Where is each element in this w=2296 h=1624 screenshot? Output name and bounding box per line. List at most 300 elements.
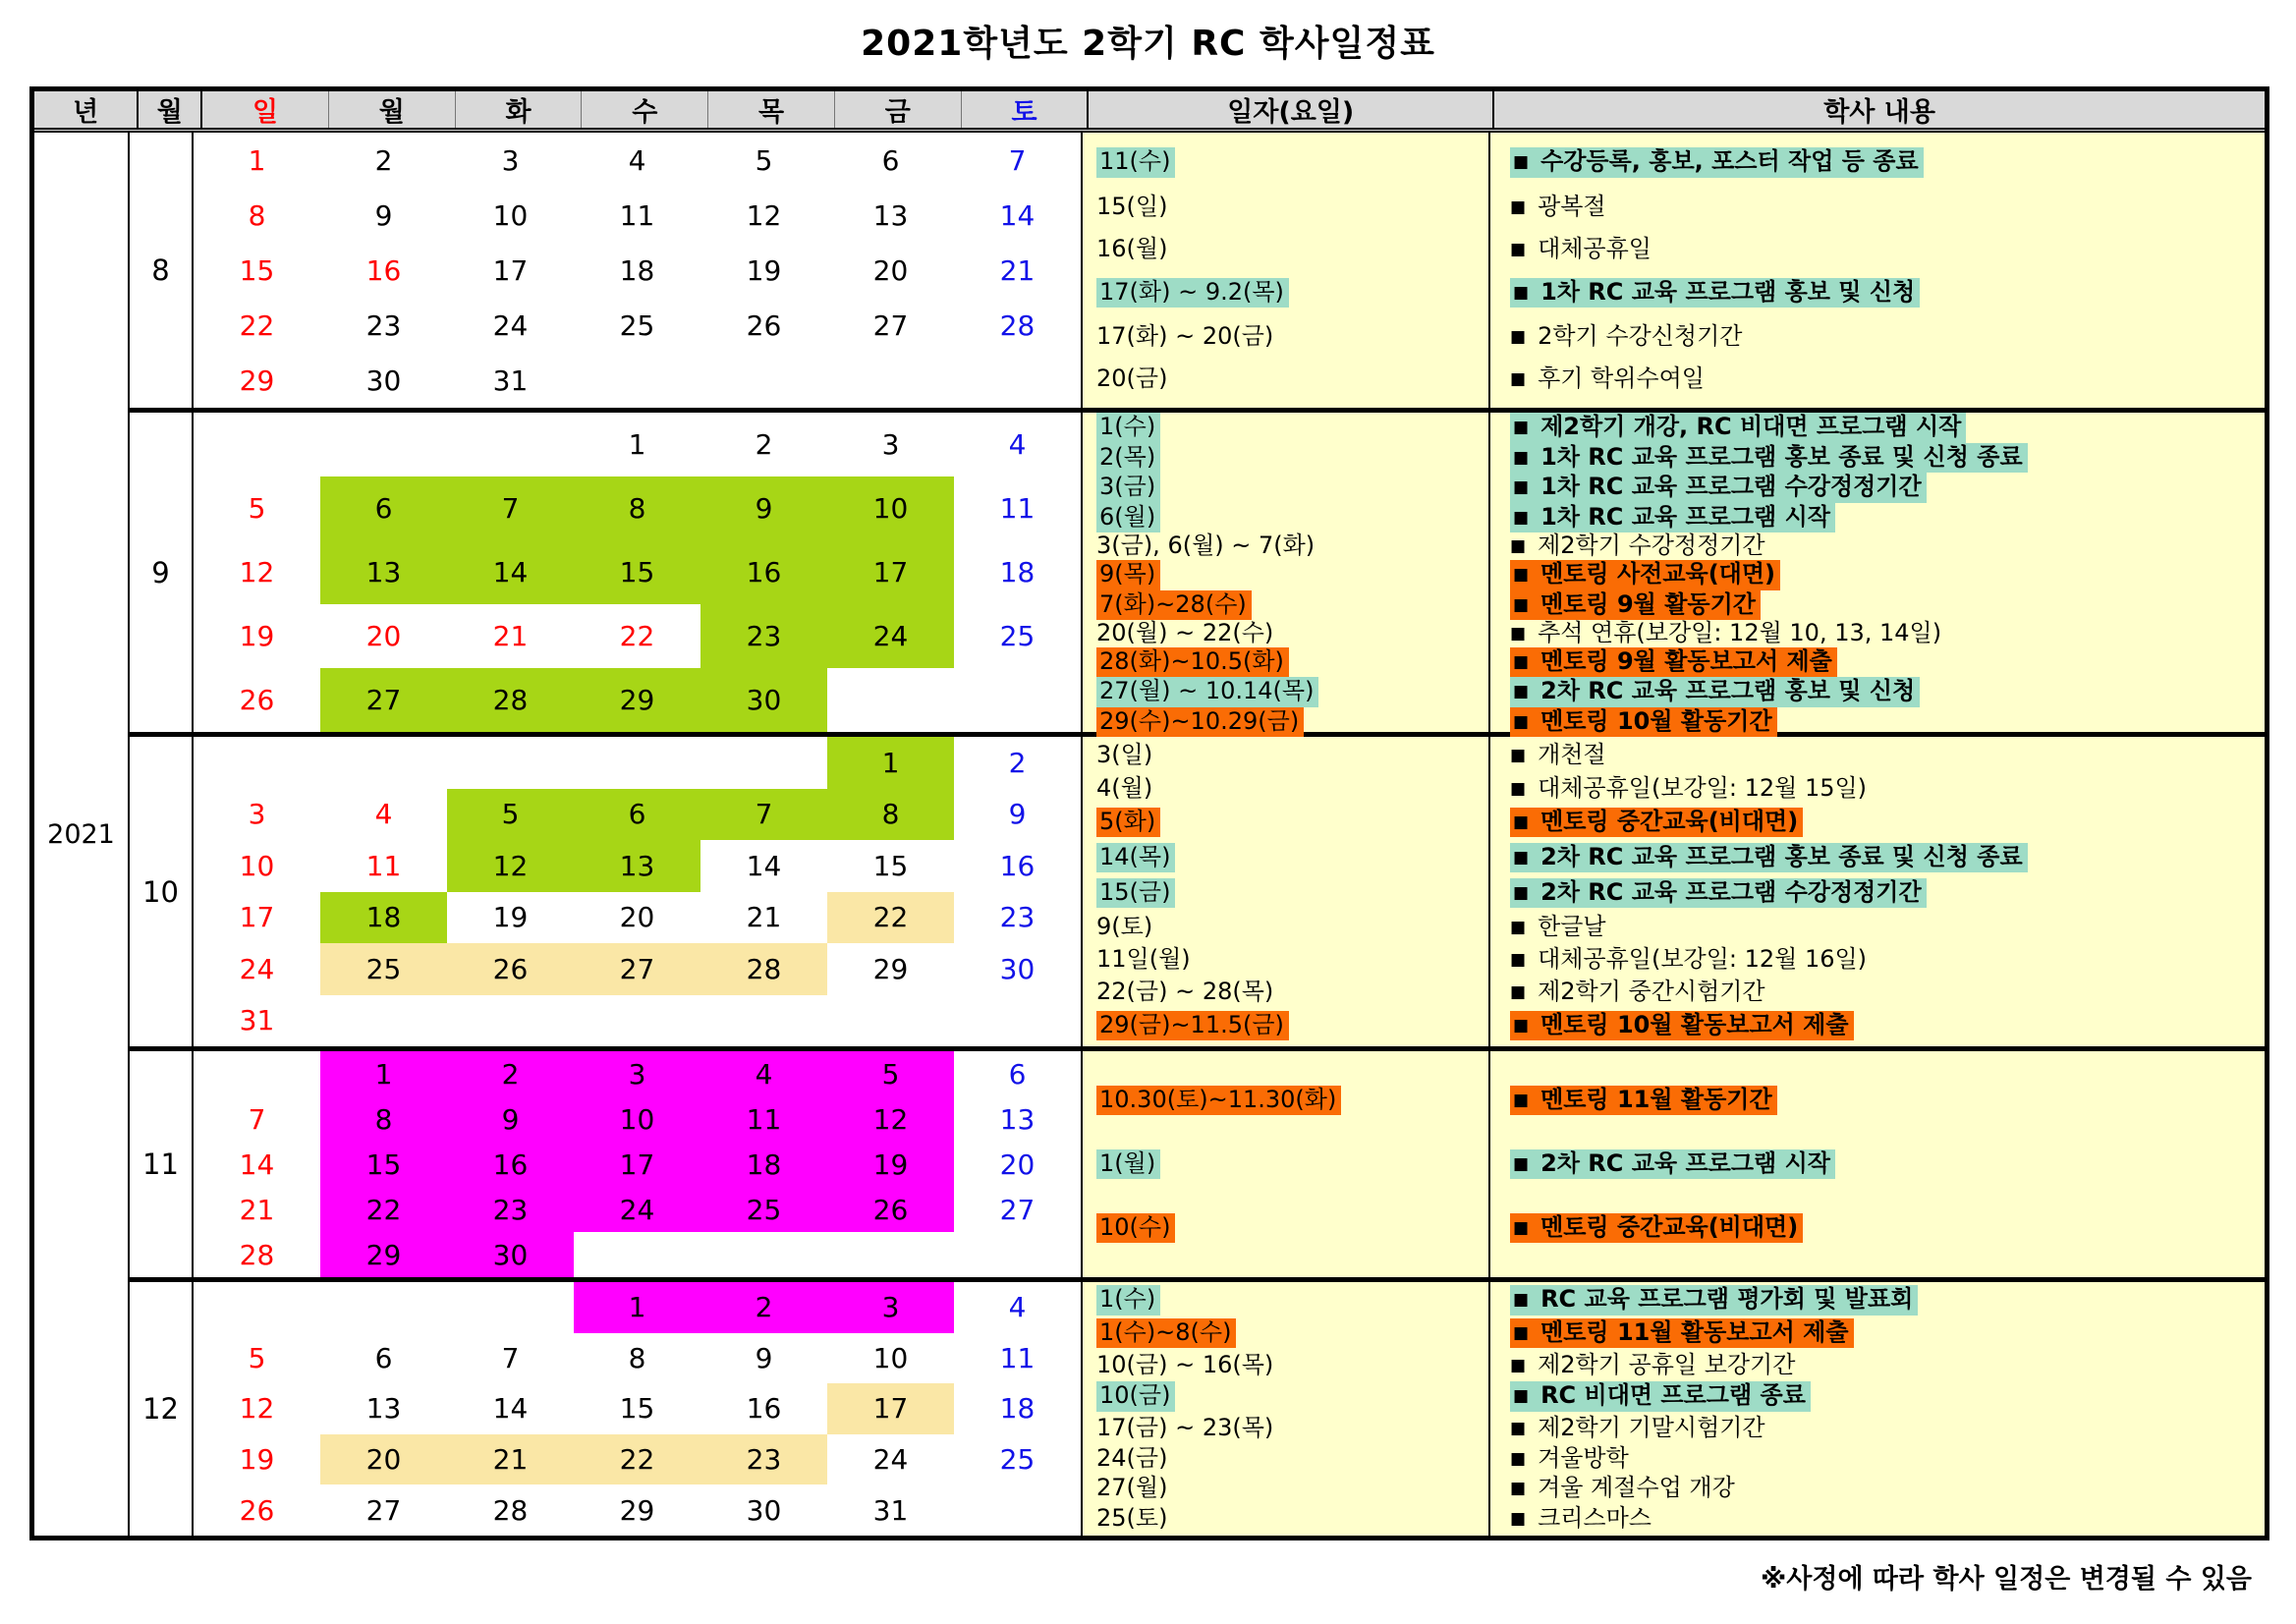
event-content-wrap <box>1510 322 1742 350</box>
event-content-text: 제2학기 개강, RC 비대면 프로그램 시작 <box>1540 413 1962 440</box>
bullet-icon: ■ <box>1510 746 1527 766</box>
bullet-icon: ■ <box>1513 282 1530 303</box>
calendar-day-cell: 9 <box>374 198 393 232</box>
calendar-day-cell: 6 <box>1008 1057 1027 1091</box>
calendar-day-cell: 13 <box>320 540 447 604</box>
month-label: 12 <box>128 1282 192 1536</box>
event-content-text: 1차 RC 교육 프로그램 홍보 종료 및 신청 종료 <box>1540 442 2023 471</box>
calendar-day-cell: 8 <box>320 1096 447 1142</box>
header-month: 월 <box>137 91 200 128</box>
event-content-cell <box>1490 236 2265 263</box>
calendar-day-cell: 2 <box>700 1282 827 1333</box>
event-date-cell <box>1083 979 1488 1006</box>
bullet-icon: ■ <box>1513 594 1530 615</box>
event-contents-column <box>1488 737 2265 1046</box>
month-label: 9 <box>128 413 192 732</box>
calendar-day-cell: 17 <box>827 540 954 604</box>
calendar-day-cell: 20 <box>320 1434 447 1485</box>
calendar-day-cell: 6 <box>320 476 447 540</box>
calendar-day-cell: 1 <box>320 1051 447 1096</box>
event-content-wrap <box>1510 147 1924 178</box>
event-content-wrap <box>1510 741 1606 768</box>
calendar-day-cell: 9 <box>755 1341 773 1374</box>
event-date-cell <box>1083 946 1488 974</box>
event-content-cell <box>1490 914 2265 941</box>
bullet-icon: ■ <box>1513 682 1530 702</box>
event-content-wrap <box>1510 619 1941 646</box>
calendar-day-cell: 19 <box>239 1443 275 1477</box>
event-contents-column <box>1488 413 2265 735</box>
calendar-day-cell: 10 <box>872 1341 909 1374</box>
event-date-text: 2(목) <box>1096 443 1160 474</box>
calendar-day-cell: 12 <box>827 1096 954 1142</box>
event-date-cell <box>1083 775 1488 803</box>
event-content-wrap <box>1510 193 1606 220</box>
month-calendar-grid <box>192 1051 1081 1277</box>
calendar-day-cell: 4 <box>374 798 393 831</box>
event-date-cell <box>1083 1213 1488 1244</box>
calendar-day-cell: 23 <box>700 1434 827 1485</box>
event-content-cell <box>1490 323 2265 351</box>
calendar-day-cell <box>194 1051 320 1096</box>
calendar-day-cell <box>700 1232 827 1277</box>
event-content-cell <box>1490 1352 2265 1379</box>
bullet-icon: ■ <box>1510 196 1527 217</box>
calendar-day-cell: 3 <box>827 1282 954 1333</box>
calendar-day-cell: 18 <box>999 1392 1036 1426</box>
event-date-text: 20(월) ~ 22(수) <box>1096 619 1274 647</box>
calendar-day-cell <box>320 995 447 1047</box>
event-content-cell <box>1490 1285 2265 1316</box>
event-date-text: 16(월) <box>1096 234 1168 262</box>
event-content-wrap <box>1510 235 1652 262</box>
calendar-day-cell: 5 <box>447 789 574 841</box>
event-date-cell <box>1083 147 1488 178</box>
event-dates-column <box>1081 737 1488 1046</box>
event-content-wrap <box>1510 1351 1795 1378</box>
calendar-day-cell: 10 <box>492 198 529 232</box>
event-content-text: 멘토링 중간교육(비대면) <box>1540 807 1799 835</box>
event-date-cell <box>1083 413 1488 443</box>
header-content: 학사 내용 <box>1492 91 2265 128</box>
calendar-day-cell: 18 <box>700 1142 827 1187</box>
calendar-day-cell: 14 <box>746 849 782 882</box>
calendar-day-cell: 7 <box>447 476 574 540</box>
calendar-day-cell: 17 <box>492 253 529 287</box>
calendar-day-cell: 26 <box>746 308 782 342</box>
calendar-day-cell: 25 <box>619 308 655 342</box>
event-content-wrap <box>1510 843 2028 873</box>
event-content-cell <box>1490 878 2265 909</box>
event-content-wrap <box>1510 707 1777 738</box>
calendar-day-cell <box>954 1484 1081 1536</box>
event-date-text: 27(월) <box>1096 1474 1168 1502</box>
calendar-day-cell <box>447 995 574 1047</box>
event-content-cell <box>1490 1318 2265 1349</box>
event-date-text: 20(금) <box>1096 364 1168 392</box>
event-date-cell <box>1083 1318 1488 1349</box>
calendar-day-cell: 15 <box>872 849 909 882</box>
calendar-day-cell: 27 <box>872 308 909 342</box>
calendar-day-cell: 3 <box>501 143 520 177</box>
calendar-day-cell <box>320 1282 447 1333</box>
event-date-text: 3(금) <box>1096 473 1160 503</box>
event-date-cell <box>1083 620 1488 647</box>
event-content-cell <box>1490 365 2265 393</box>
calendar-day-cell: 4 <box>1008 1291 1027 1324</box>
calendar-day-cell: 23 <box>447 1187 574 1232</box>
calendar-day-cell <box>574 1232 700 1277</box>
calendar-day-cell: 26 <box>447 943 574 995</box>
calendar-day-cell: 17 <box>239 901 275 934</box>
calendar-day-cell: 21 <box>239 1193 275 1226</box>
bullet-icon: ■ <box>1510 1419 1527 1438</box>
event-content-text: 광복절 <box>1538 192 1606 220</box>
event-content-cell <box>1490 946 2265 974</box>
event-content-wrap <box>1510 1444 1629 1472</box>
event-content-cell <box>1490 194 2265 221</box>
bullet-icon: ■ <box>1510 1509 1527 1530</box>
event-date-text: 3(일) <box>1096 741 1153 769</box>
event-content-text: RC 교육 프로그램 평가회 및 발표회 <box>1540 1285 1914 1314</box>
calendar-day-cell: 22 <box>574 1434 700 1485</box>
bullet-icon: ■ <box>1513 447 1530 468</box>
calendar-day-cell: 18 <box>999 556 1036 588</box>
event-date-cell <box>1083 1352 1488 1379</box>
calendar-day-cell: 14 <box>239 1148 275 1181</box>
event-dates-column <box>1081 1051 1488 1277</box>
event-content-text: 멘토링 중간교육(비대면) <box>1540 1212 1799 1241</box>
event-date-cell <box>1083 236 1488 263</box>
calendar-day-cell: 22 <box>320 1187 447 1232</box>
calendar-day-cell: 22 <box>619 620 655 652</box>
event-content-cell <box>1490 1213 2265 1244</box>
month-section <box>128 413 2265 737</box>
event-content-text: 제2학기 기말시험기간 <box>1538 1414 1765 1441</box>
calendar-day-cell <box>320 737 447 789</box>
month-section <box>128 1282 2265 1536</box>
calendar-day-cell <box>827 353 954 408</box>
calendar-day-cell <box>954 353 1081 408</box>
bullet-icon: ■ <box>1510 1479 1527 1499</box>
calendar-day-cell: 18 <box>619 253 655 287</box>
event-content-cell <box>1490 147 2265 178</box>
calendar-day-cell: 28 <box>700 943 827 995</box>
event-content-wrap <box>1510 1504 1652 1532</box>
event-content-wrap <box>1510 1381 1811 1412</box>
calendar-day-cell: 3 <box>248 798 266 831</box>
calendar-day-cell: 17 <box>574 1142 700 1187</box>
calendar-day-cell: 3 <box>574 1051 700 1096</box>
header-weekday: 토 <box>961 91 1088 128</box>
calendar-day-cell: 16 <box>700 540 827 604</box>
calendar-day-cell: 5 <box>248 1341 266 1374</box>
event-content-cell <box>1490 1505 2265 1533</box>
event-content-text: 2차 RC 교육 프로그램 홍보 및 신청 <box>1540 677 1916 705</box>
bullet-icon: ■ <box>1510 949 1527 970</box>
bullet-icon: ■ <box>1513 1290 1530 1311</box>
calendar-day-cell: 27 <box>999 1193 1036 1226</box>
calendar-day-cell: 2 <box>1008 746 1027 779</box>
header-weekday: 화 <box>455 91 582 128</box>
calendar-day-cell: 27 <box>320 668 447 732</box>
event-date-text: 29(금)~11.5(금) <box>1096 1011 1289 1041</box>
calendar-day-cell: 25 <box>320 943 447 995</box>
event-content-text: 멘토링 9월 활동기간 <box>1540 589 1756 618</box>
event-dates-column <box>1081 133 1488 408</box>
header-weekday: 일 <box>252 97 279 128</box>
event-content-text: 1차 RC 교육 프로그램 홍보 및 신청 <box>1540 277 1916 306</box>
event-content-text: 멘토링 사전교육(대면) <box>1540 559 1776 588</box>
event-content-text: 2차 RC 교육 프로그램 시작 <box>1540 1148 1830 1177</box>
event-date-cell <box>1083 1505 1488 1533</box>
calendar-day-cell <box>194 1282 320 1333</box>
event-content-cell <box>1490 473 2265 503</box>
event-content-cell <box>1490 775 2265 803</box>
calendar-day-cell: 13 <box>365 1392 402 1426</box>
calendar-day-cell <box>194 737 320 789</box>
calendar-day-cell: 8 <box>574 476 700 540</box>
calendar-day-cell: 16 <box>365 253 402 287</box>
calendar-day-cell: 29 <box>619 1493 655 1527</box>
event-date-text: 10.30(토)~11.30(화) <box>1096 1086 1341 1116</box>
calendar-day-cell: 13 <box>872 198 909 232</box>
calendar-day-cell: 30 <box>447 1232 574 1277</box>
calendar-day-cell <box>700 737 827 789</box>
event-date-cell <box>1083 1415 1488 1442</box>
calendar-day-cell: 24 <box>492 308 529 342</box>
event-content-text: RC 비대면 프로그램 종료 <box>1540 1381 1806 1410</box>
calendar-day-cell: 6 <box>881 143 900 177</box>
event-date-cell <box>1083 878 1488 909</box>
event-content-wrap <box>1510 1011 1854 1041</box>
month-label: 8 <box>128 133 192 408</box>
calendar-day-cell: 12 <box>239 1392 275 1426</box>
event-date-cell <box>1083 647 1488 678</box>
bullet-icon: ■ <box>1510 1355 1527 1375</box>
calendar-day-cell <box>320 413 447 476</box>
event-content-text: 겨울방학 <box>1538 1443 1629 1472</box>
calendar-day-cell: 29 <box>574 668 700 732</box>
event-content-wrap <box>1510 945 1867 973</box>
bullet-icon: ■ <box>1510 239 1527 259</box>
bullet-icon: ■ <box>1510 778 1527 799</box>
header-weekday: 수 <box>581 91 707 128</box>
event-content-cell <box>1490 1445 2265 1473</box>
event-date-text: 4(월) <box>1096 773 1153 802</box>
calendar-day-cell: 31 <box>492 364 529 397</box>
calendar-day-cell: 24 <box>574 1187 700 1232</box>
calendar-day-cell: 13 <box>574 840 700 892</box>
months-container <box>128 133 2265 1536</box>
bullet-icon: ■ <box>1513 152 1530 173</box>
calendar-day-cell: 23 <box>999 901 1036 934</box>
calendar-day-cell: 11 <box>700 1096 827 1142</box>
calendar-day-cell: 8 <box>628 1341 646 1374</box>
calendar-day-cell: 28 <box>239 1238 275 1271</box>
calendar-day-cell: 21 <box>447 1434 574 1485</box>
event-content-cell <box>1490 590 2265 621</box>
calendar-day-cell: 2 <box>374 143 393 177</box>
calendar-day-cell: 19 <box>239 620 275 652</box>
calendar-day-cell: 16 <box>999 849 1036 882</box>
event-date-cell <box>1083 677 1488 707</box>
calendar-day-cell: 17 <box>827 1383 954 1434</box>
event-content-text: 대체공휴일(보강일: 12월 15일) <box>1538 773 1868 802</box>
event-date-cell <box>1083 443 1488 474</box>
event-content-cell <box>1490 647 2265 678</box>
bullet-icon: ■ <box>1513 418 1530 437</box>
bullet-icon: ■ <box>1513 1090 1530 1110</box>
calendar-day-cell: 23 <box>365 308 402 342</box>
month-calendar-grid <box>192 133 1081 408</box>
calendar-day-cell: 26 <box>239 1493 275 1527</box>
calendar-day-cell: 28 <box>492 1493 529 1527</box>
bullet-icon: ■ <box>1513 477 1530 498</box>
calendar-day-cell <box>574 995 700 1047</box>
calendar-day-cell: 2 <box>447 1051 574 1096</box>
bullet-icon: ■ <box>1513 711 1530 732</box>
event-content-text: 겨울 계절수업 개강 <box>1538 1474 1735 1502</box>
event-date-cell <box>1083 1475 1488 1502</box>
calendar-day-cell: 5 <box>827 1051 954 1096</box>
calendar-day-cell: 11 <box>999 492 1036 525</box>
event-content-wrap <box>1510 1414 1765 1441</box>
bullet-icon: ■ <box>1510 536 1527 557</box>
event-content-wrap <box>1510 774 1867 802</box>
event-date-text: 29(수)~10.29(금) <box>1096 707 1304 738</box>
event-content-text: 1차 RC 교육 프로그램 수강정정기간 <box>1540 473 1922 501</box>
calendar-day-cell: 5 <box>248 492 266 525</box>
calendar-day-cell <box>574 353 700 408</box>
event-date-text: 5(화) <box>1096 808 1160 838</box>
calendar-day-cell: 24 <box>827 604 954 668</box>
event-content-wrap <box>1510 364 1705 392</box>
event-date-text: 3(금), 6(월) ~ 7(화) <box>1096 532 1316 560</box>
event-content-cell <box>1490 742 2265 769</box>
event-content-cell <box>1490 532 2265 560</box>
calendar-day-cell: 26 <box>239 684 275 716</box>
event-date-text: 1(수)~8(수) <box>1096 1318 1236 1349</box>
event-date-cell <box>1083 1149 1488 1180</box>
bullet-icon: ■ <box>1513 564 1530 585</box>
event-content-wrap <box>1510 503 1835 533</box>
calendar-day-cell: 1 <box>248 143 266 177</box>
event-date-text: 17(화) ~ 9.2(목) <box>1096 278 1289 308</box>
event-content-wrap <box>1510 808 1803 838</box>
calendar-day-cell: 12 <box>746 198 782 232</box>
calendar-day-cell: 14 <box>447 540 574 604</box>
calendar-day-cell: 20 <box>619 901 655 934</box>
event-date-text: 1(수) <box>1096 1285 1160 1316</box>
event-content-cell <box>1490 1381 2265 1412</box>
event-date-cell <box>1083 1011 1488 1041</box>
event-date-text: 17(화) ~ 20(금) <box>1096 321 1274 350</box>
event-date-text: 1(월) <box>1096 1149 1160 1180</box>
header-date: 일자(요일) <box>1087 91 1492 128</box>
calendar-day-cell: 29 <box>239 364 275 397</box>
calendar-day-cell: 16 <box>447 1142 574 1187</box>
event-content-wrap <box>1510 1086 1777 1116</box>
event-content-cell <box>1490 1415 2265 1442</box>
event-content-text: 2차 RC 교육 프로그램 수강정정기간 <box>1540 877 1922 906</box>
calendar-day-cell: 7 <box>248 1102 266 1136</box>
calendar-day-cell: 10 <box>827 476 954 540</box>
event-content-wrap <box>1510 647 1837 678</box>
calendar-day-cell: 27 <box>574 943 700 995</box>
event-date-text: 17(금) ~ 23(목) <box>1096 1414 1274 1441</box>
event-content-wrap <box>1510 1474 1735 1501</box>
calendar-day-cell: 14 <box>492 1392 529 1426</box>
event-content-cell <box>1490 503 2265 533</box>
event-date-cell <box>1083 590 1488 621</box>
bullet-icon: ■ <box>1510 326 1527 347</box>
month-section <box>128 133 2265 413</box>
calendar-day-cell: 25 <box>999 1443 1036 1477</box>
calendar-day-cell: 10 <box>574 1096 700 1142</box>
calendar-day-cell: 28 <box>447 668 574 732</box>
event-date-cell <box>1083 843 1488 873</box>
event-date-text: 14(목) <box>1096 843 1175 873</box>
calendar-day-cell: 2 <box>755 428 773 461</box>
calendar-day-cell <box>827 668 954 732</box>
event-content-cell <box>1490 1475 2265 1502</box>
calendar-day-cell: 14 <box>999 198 1036 232</box>
event-date-cell <box>1083 742 1488 769</box>
bullet-icon: ■ <box>1510 1448 1527 1469</box>
calendar-day-cell: 16 <box>746 1392 782 1426</box>
event-content-wrap <box>1510 677 1920 707</box>
calendar-day-cell: 28 <box>999 308 1036 342</box>
event-date-text: 6(월) <box>1096 503 1160 533</box>
event-date-cell <box>1083 323 1488 351</box>
event-content-wrap <box>1510 560 1780 590</box>
calendar-day-cell: 30 <box>999 952 1036 985</box>
calendar-day-cell <box>827 1232 954 1277</box>
calendar-day-cell: 27 <box>365 1493 402 1527</box>
calendar-day-cell: 7 <box>700 789 827 841</box>
calendar-day-cell: 24 <box>239 952 275 985</box>
event-content-text: 멘토링 11월 활동기간 <box>1540 1085 1772 1113</box>
event-content-cell <box>1490 808 2265 838</box>
calendar-day-cell <box>574 737 700 789</box>
event-date-text: 10(수) <box>1096 1213 1175 1244</box>
event-content-text: 대체공휴일 <box>1538 234 1652 262</box>
event-content-text: 멘토링 10월 활동보고서 제출 <box>1540 1010 1849 1038</box>
calendar-day-cell: 30 <box>365 364 402 397</box>
calendar-day-cell: 20 <box>872 253 909 287</box>
event-content-cell <box>1490 1086 2265 1116</box>
calendar-day-cell: 26 <box>827 1187 954 1232</box>
calendar-day-cell: 15 <box>574 540 700 604</box>
event-date-text: 15(금) <box>1096 878 1175 909</box>
event-content-text: 2차 RC 교육 프로그램 홍보 종료 및 신청 종료 <box>1540 842 2023 870</box>
calendar-day-cell: 30 <box>700 668 827 732</box>
event-content-wrap <box>1510 978 1765 1005</box>
calendar-day-cell: 22 <box>827 892 954 944</box>
calendar-day-cell <box>954 1232 1081 1277</box>
event-date-text: 10(금) <box>1096 1381 1175 1412</box>
header-weekday: 금 <box>834 91 961 128</box>
calendar-day-cell: 4 <box>628 143 646 177</box>
calendar-day-cell <box>447 737 574 789</box>
page-title: 2021학년도 2학기 RC 학사일정표 <box>861 24 1435 64</box>
bullet-icon: ■ <box>1513 1386 1530 1407</box>
event-content-text: 제2학기 수강정정기간 <box>1538 532 1765 560</box>
bullet-icon: ■ <box>1513 812 1530 832</box>
calendar-day-cell: 15 <box>320 1142 447 1187</box>
event-contents-column <box>1488 133 2265 408</box>
